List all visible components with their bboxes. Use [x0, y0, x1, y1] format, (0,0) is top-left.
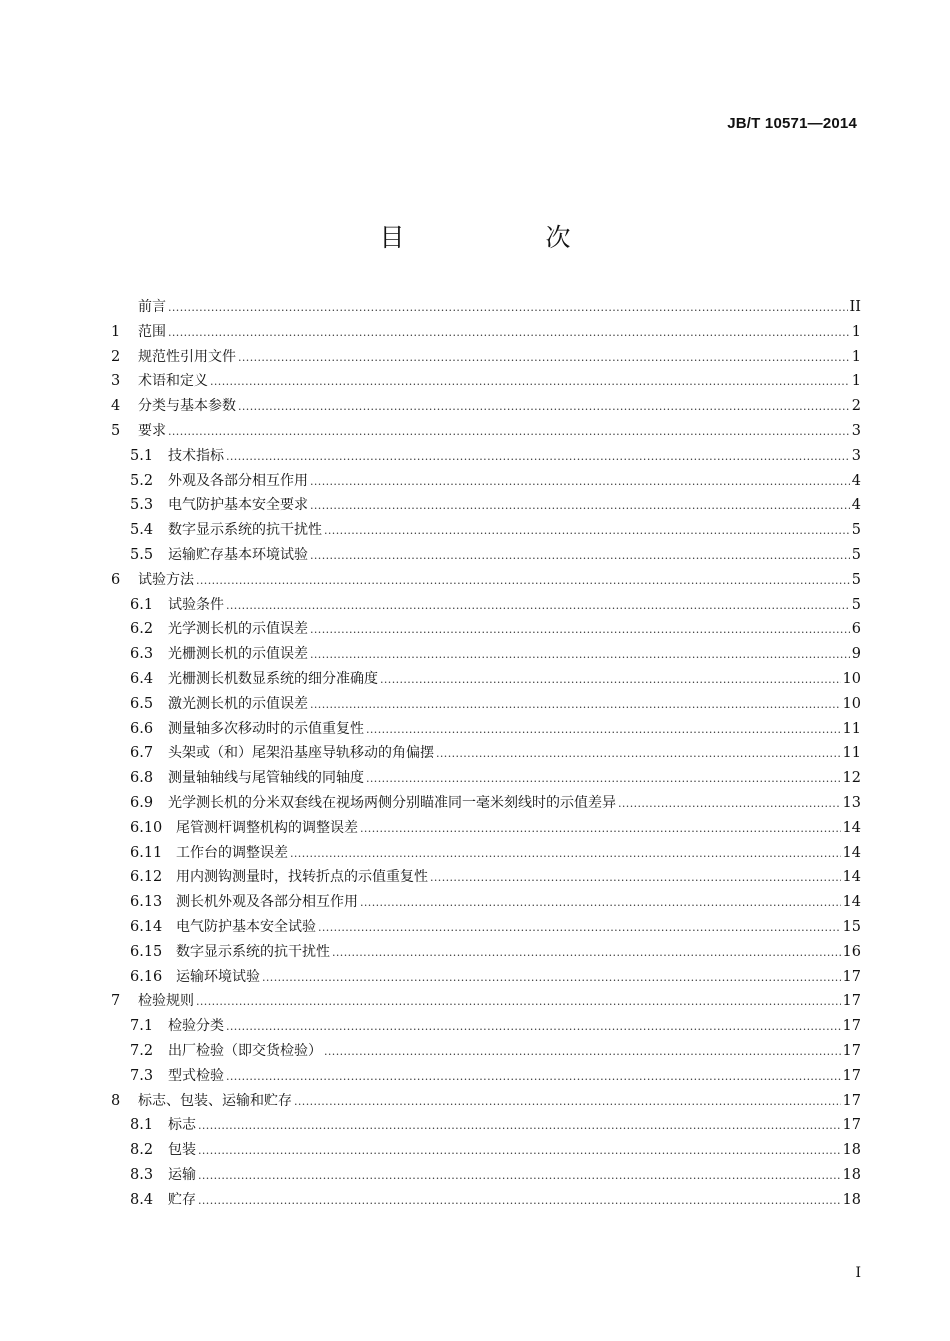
toc-entry-page: 5: [851, 596, 861, 613]
toc-entry-label: 规范性引用文件: [138, 348, 236, 365]
toc-dot-leader: [366, 723, 841, 736]
toc-entry[interactable]: [111, 693, 861, 718]
toc-entry-page: 3: [851, 422, 861, 439]
toc-entry[interactable]: [111, 742, 861, 767]
toc-entry-label: 技术指标: [168, 447, 224, 464]
toc-dot-leader: [360, 896, 841, 909]
toc-dot-leader: [366, 772, 841, 785]
toc-dot-leader: [238, 351, 850, 364]
toc-entry-label: 数字显示系统的抗干扰性: [176, 943, 330, 960]
toc-entry-label: 光栅测长机的示值误差: [168, 646, 308, 663]
toc-entry-page: 14: [842, 869, 861, 886]
toc-entry-number: 7.2: [130, 1042, 154, 1059]
page-number: I: [855, 1265, 861, 1281]
toc-entry-page: 15: [842, 918, 861, 935]
toc-entry-page: 18: [842, 1142, 861, 1159]
toc-entry-number: 6: [111, 571, 121, 588]
toc-entry-page: 1: [851, 323, 861, 340]
toc-entry-label: 贮存: [168, 1191, 196, 1208]
toc-entry-number: 6.5: [130, 695, 154, 712]
toc-dot-leader: [198, 1119, 841, 1132]
toc-entry-number: 6.12: [130, 869, 163, 886]
toc-entry-number: 6.6: [130, 720, 154, 737]
toc-dot-leader: [238, 400, 850, 413]
toc-entry[interactable]: [111, 916, 861, 941]
toc-entry-label: 试验条件: [168, 596, 224, 613]
toc-entry-number: 5.1: [130, 447, 154, 464]
toc-entry-number: 5: [111, 422, 121, 439]
toc-entry-page: 4: [851, 472, 861, 489]
toc-entry-label: 头架或（和）尾架沿基座导轨移动的角偏摆: [168, 745, 434, 762]
toc-entry[interactable]: [111, 1114, 861, 1139]
toc-entry-label: 测量轴多次移动时的示值重复性: [168, 720, 364, 737]
toc-dot-leader: [198, 1169, 841, 1182]
toc-entry-number: 1: [111, 323, 121, 340]
toc-entry-label: 前言: [138, 299, 166, 315]
toc-entry[interactable]: [111, 668, 861, 693]
toc-dot-leader: [168, 425, 850, 438]
toc-entry-label: 光学测长机的分米双套线在视场两侧分别瞄准同一毫米刻线时的示值差异: [168, 794, 616, 811]
toc-dot-leader: [226, 450, 850, 463]
toc-entry-label: 工作台的调整误差: [176, 844, 288, 861]
toc-entry-page: 14: [842, 819, 861, 836]
toc-entry-page: 1: [851, 373, 861, 390]
toc-entry-page: 13: [842, 794, 861, 811]
toc-entry-number: 6.4: [130, 670, 154, 687]
toc-entry[interactable]: [111, 321, 861, 346]
toc-entry-page: 18: [842, 1191, 861, 1208]
toc-entry-number: 5.5: [130, 546, 154, 563]
toc-entry-label: 用内测钩测量时，找转折点的示值重复性: [176, 869, 428, 886]
toc-entry-page: 5: [851, 522, 861, 539]
toc-entry-page: 17: [842, 1018, 861, 1035]
table-of-contents: [111, 296, 861, 1213]
toc-entry[interactable]: [111, 1139, 861, 1164]
toc-entry-page: 9: [851, 646, 861, 663]
toc-entry-number: 6.2: [130, 621, 154, 638]
toc-entry-number: 6.14: [130, 918, 163, 935]
toc-dot-leader: [210, 375, 850, 388]
toc-dot-leader: [332, 946, 841, 959]
toc-entry-page: 18: [842, 1166, 861, 1183]
toc-entry[interactable]: [111, 445, 861, 470]
toc-entry[interactable]: [111, 941, 861, 966]
toc-entry-label: 电气防护基本安全要求: [168, 497, 308, 514]
toc-dot-leader: [310, 549, 850, 562]
toc-entry-number: 8.4: [130, 1191, 154, 1208]
toc-dot-leader: [290, 847, 841, 860]
toc-entry[interactable]: [111, 767, 861, 792]
toc-entry-number: 6.16: [130, 968, 163, 985]
toc-entry[interactable]: [111, 370, 861, 395]
toc-entry-label: 分类与基本参数: [138, 398, 236, 415]
toc-dot-leader: [226, 1070, 841, 1083]
toc-dot-leader: [198, 1194, 841, 1207]
toc-entry-label: 检验规则: [138, 993, 194, 1010]
toc-entry-number: 6.13: [130, 894, 163, 911]
toc-entry-page: 5: [851, 546, 861, 563]
toc-dot-leader: [196, 995, 841, 1008]
toc-entry-page: 1: [851, 348, 861, 365]
toc-entry[interactable]: [111, 891, 861, 916]
toc-entry[interactable]: [111, 346, 861, 371]
toc-entry-label: 数字显示系统的抗干扰性: [168, 522, 322, 539]
toc-entry[interactable]: [111, 718, 861, 743]
toc-entry-label: 测长机外观及各部分相互作用: [176, 894, 358, 911]
toc-entry-page: 2: [851, 398, 861, 415]
toc-entry-label: 标志、包装、运输和贮存: [138, 1092, 292, 1109]
toc-entry-page: 17: [842, 993, 861, 1010]
toc-entry-page: 11: [842, 720, 861, 737]
toc-dot-leader: [360, 822, 841, 835]
toc-entry[interactable]: [111, 1090, 861, 1115]
toc-entry[interactable]: [111, 1065, 861, 1090]
toc-entry-number: 5.2: [130, 472, 154, 489]
toc-entry-number: 5.4: [130, 522, 154, 539]
toc-entry[interactable]: [111, 990, 861, 1015]
toc-entry-number: 6.15: [130, 943, 163, 960]
toc-entry-page: 14: [842, 894, 861, 911]
toc-entry-page: 10: [842, 695, 861, 712]
toc-entry-page: 5: [851, 571, 861, 588]
toc-dot-leader: [294, 1095, 841, 1108]
toc-entry-label: 出厂检验（即交货检验）: [168, 1042, 322, 1059]
toc-entry[interactable]: [111, 594, 861, 619]
toc-entry-label: 外观及各部分相互作用: [168, 472, 308, 489]
toc-dot-leader: [198, 1144, 841, 1157]
toc-entry-number: 7: [111, 993, 121, 1010]
toc-entry-label: 测量轴轴线与尾管轴线的同轴度: [168, 770, 364, 787]
toc-entry-label: 运输环境试验: [176, 968, 260, 985]
toc-entry-label: 型式检验: [168, 1067, 224, 1084]
toc-entry-page: 17: [842, 1067, 861, 1084]
toc-entry-page: 6: [851, 621, 861, 638]
toc-entry-label: 尾管测杆调整机构的调整误差: [176, 819, 358, 836]
toc-dot-leader: [618, 797, 841, 810]
toc-entry-number: 7.1: [130, 1018, 154, 1035]
toc-dot-leader: [324, 524, 850, 537]
toc-entry-page: 17: [842, 968, 861, 985]
toc-dot-leader: [436, 747, 841, 760]
toc-entry[interactable]: [111, 395, 861, 420]
toc-entry-number: 4: [111, 398, 121, 415]
toc-dot-leader: [430, 871, 841, 884]
toc-entry-number: 8: [111, 1092, 121, 1109]
toc-entry-label: 电气防护基本安全试验: [176, 918, 316, 935]
toc-entry-page: 4: [851, 497, 861, 514]
toc-entry[interactable]: [111, 1015, 861, 1040]
toc-entry-number: 6.8: [130, 770, 154, 787]
toc-entry[interactable]: [111, 842, 861, 867]
toc-dot-leader: [168, 301, 848, 314]
toc-entry-number: 2: [111, 348, 121, 365]
toc-entry-label: 运输贮存基本环境试验: [168, 546, 308, 563]
toc-entry-page: 11: [842, 745, 861, 762]
toc-entry[interactable]: [111, 470, 861, 495]
toc-entry-number: 6.3: [130, 646, 154, 663]
toc-entry-number: 6.9: [130, 794, 154, 811]
toc-dot-leader: [226, 1020, 841, 1033]
toc-dot-leader: [196, 574, 850, 587]
toc-entry-page: 17: [842, 1042, 861, 1059]
toc-entry[interactable]: [111, 866, 861, 891]
toc-entry[interactable]: [111, 544, 861, 569]
toc-entry-page: 12: [842, 770, 861, 787]
toc-entry-page: 17: [842, 1092, 861, 1109]
toc-entry-page: 16: [842, 943, 861, 960]
toc-entry-page: 10: [842, 670, 861, 687]
toc-dot-leader: [318, 921, 841, 934]
toc-dot-leader: [168, 326, 850, 339]
toc-entry-number: 7.3: [130, 1067, 154, 1084]
toc-entry[interactable]: [111, 296, 861, 321]
toc-dot-leader: [310, 499, 850, 512]
toc-entry-page: II: [849, 299, 861, 315]
toc-entry[interactable]: [111, 817, 861, 842]
toc-entry-page: 3: [851, 447, 861, 464]
toc-entry[interactable]: [111, 1040, 861, 1065]
toc-entry-number: 6.10: [130, 819, 163, 836]
toc-dot-leader: [324, 1045, 841, 1058]
toc-dot-leader: [310, 648, 850, 661]
toc-entry-label: 包装: [168, 1142, 196, 1159]
toc-entry-number: 8.2: [130, 1142, 154, 1159]
toc-entry-number: 8.3: [130, 1166, 154, 1183]
toc-entry-number: 6.7: [130, 745, 154, 762]
toc-entry-number: 8.1: [130, 1117, 154, 1134]
toc-entry[interactable]: [111, 643, 861, 668]
toc-entry-label: 运输: [168, 1166, 196, 1183]
toc-entry-number: 3: [111, 373, 121, 390]
toc-entry-page: 14: [842, 844, 861, 861]
toc-entry-label: 范围: [138, 323, 166, 340]
page-title: 目 次: [379, 223, 629, 252]
toc-entry-label: 激光测长机的示值误差: [168, 695, 308, 712]
toc-entry-number: 6.11: [130, 844, 163, 861]
toc-dot-leader: [310, 623, 850, 636]
toc-entry[interactable]: [111, 420, 861, 445]
toc-entry[interactable]: [111, 569, 861, 594]
standard-code: JB/T 10571—2014: [727, 115, 857, 132]
toc-entry-label: 标志: [168, 1117, 196, 1134]
toc-dot-leader: [226, 599, 850, 612]
toc-entry-label: 术语和定义: [138, 373, 208, 390]
toc-entry-number: 5.3: [130, 497, 154, 514]
toc-entry-page: 17: [842, 1117, 861, 1134]
toc-entry[interactable]: [111, 966, 861, 991]
toc-entry[interactable]: [111, 519, 861, 544]
toc-entry-number: 6.1: [130, 596, 154, 613]
toc-entry-label: 要求: [138, 422, 166, 439]
toc-entry-label: 光学测长机的示值误差: [168, 621, 308, 638]
toc-dot-leader: [310, 475, 850, 488]
toc-entry[interactable]: [111, 1189, 861, 1214]
toc-dot-leader: [262, 971, 841, 984]
toc-entry[interactable]: [111, 1164, 861, 1189]
toc-entry[interactable]: [111, 618, 861, 643]
toc-dot-leader: [310, 698, 841, 711]
toc-entry-label: 检验分类: [168, 1018, 224, 1035]
toc-entry-label: 光栅测长机数显系统的细分准确度: [168, 670, 378, 687]
toc-entry[interactable]: [111, 792, 861, 817]
toc-entry[interactable]: [111, 494, 861, 519]
toc-dot-leader: [380, 673, 841, 686]
toc-entry-label: 试验方法: [138, 571, 194, 588]
